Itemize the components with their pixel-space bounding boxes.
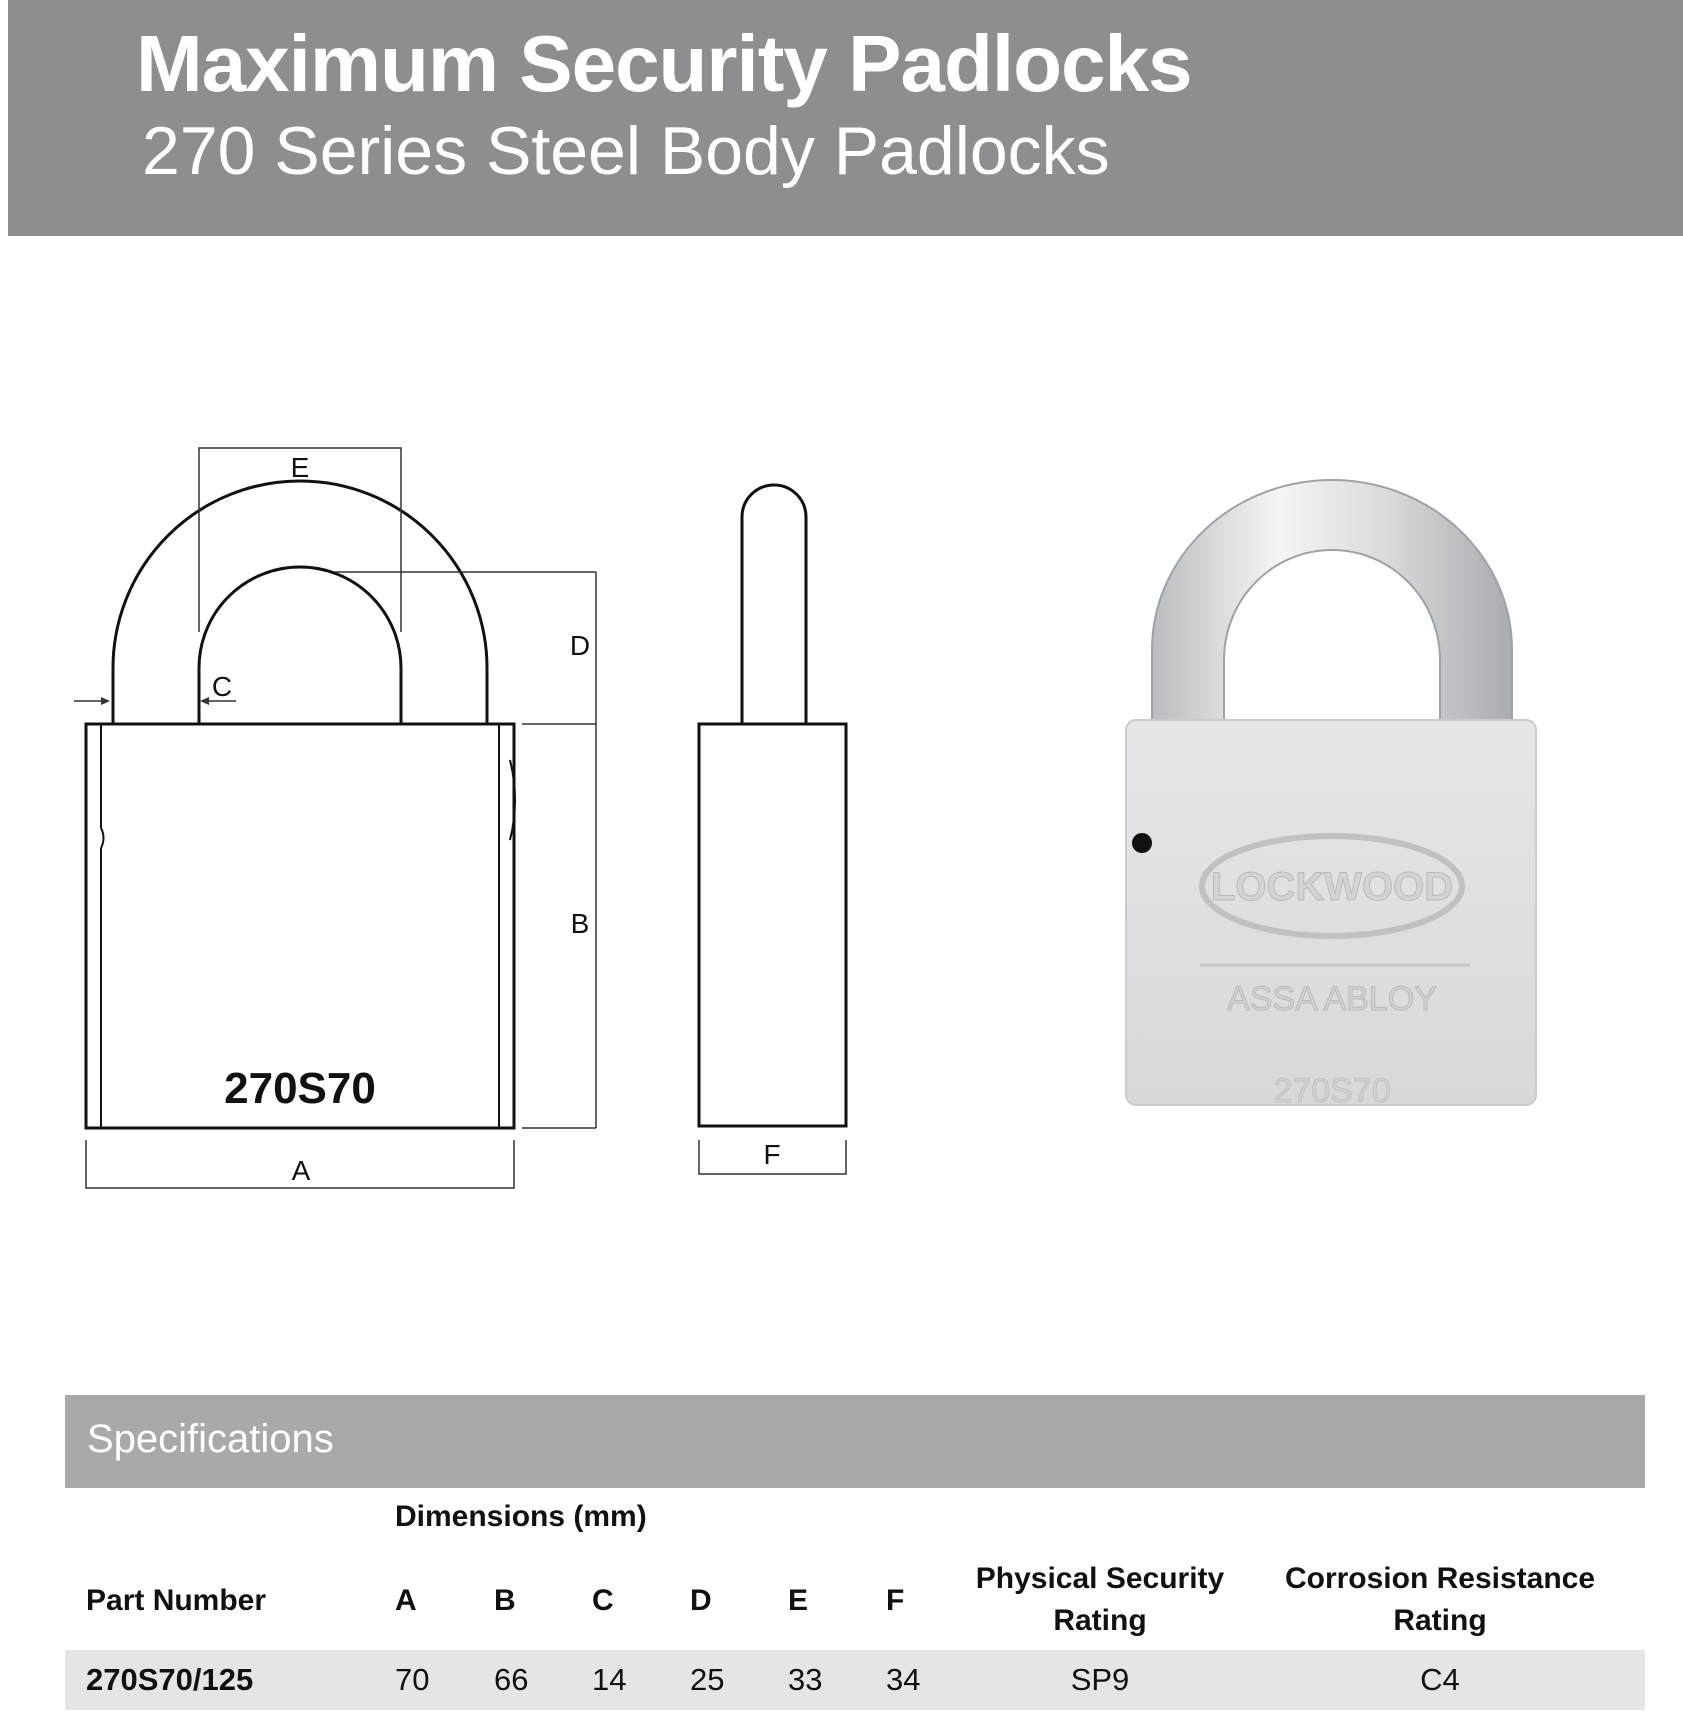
col-corrosion-line1: Corrosion Resistance (1284, 1562, 1596, 1595)
photo-shackle (1152, 480, 1512, 730)
col-d: D (690, 1584, 712, 1617)
col-a: A (395, 1584, 417, 1617)
cell-corrosion: C4 (1420, 1662, 1460, 1697)
col-physical-security (960, 1558, 1240, 1642)
col-physical-security-line1: Physical Security (975, 1562, 1225, 1595)
photo-brand-text: LOCKWOOD (1210, 865, 1454, 909)
cell-physical: SP9 (1070, 1662, 1130, 1697)
specifications-title: Specifications (87, 1417, 334, 1461)
col-corrosion-line2: Rating (1393, 1604, 1487, 1637)
col-f: F (886, 1584, 905, 1617)
col-c: C (592, 1584, 614, 1617)
label-f: F (763, 1139, 781, 1170)
side-shackle (742, 485, 806, 724)
photo-model-text: 270S70 (1273, 1072, 1391, 1110)
photo-body (1126, 720, 1536, 1105)
col-physical-security-line2: Rating (1053, 1604, 1147, 1637)
side-body (699, 724, 846, 1126)
keyway-dot (1132, 833, 1152, 853)
cell-a: 70 (395, 1662, 430, 1697)
label-e: E (290, 452, 310, 483)
col-b: B (494, 1584, 516, 1617)
cell-e: 33 (788, 1662, 823, 1697)
label-c: C (211, 671, 233, 702)
diagram-model-text: 270S70 (224, 1064, 376, 1113)
shackle-outer (113, 481, 487, 724)
cell-d: 25 (690, 1662, 725, 1697)
label-a: A (291, 1155, 311, 1186)
col-part-number: Part Number (86, 1584, 267, 1617)
specifications-header (65, 1395, 1645, 1488)
cell-b: 66 (494, 1662, 529, 1697)
label-b: B (570, 908, 590, 939)
label-d: D (569, 630, 591, 661)
page-subtitle: 270 Series Steel Body Padlocks (142, 113, 1110, 189)
padlock-product-image (1110, 470, 1550, 1140)
col-corrosion-resistance (1270, 1558, 1610, 1642)
padlock-dimension-diagram (0, 0, 900, 1220)
dimensions-label: Dimensions (mm) (395, 1500, 647, 1533)
cell-f: 34 (886, 1662, 921, 1697)
page-title: Maximum Security Padlocks (136, 19, 1192, 108)
cell-part-number: 270S70/125 (86, 1662, 254, 1697)
cell-c: 14 (592, 1662, 627, 1697)
col-e: E (788, 1584, 809, 1617)
photo-maker-text: ASSA ABLOY (1227, 980, 1437, 1018)
